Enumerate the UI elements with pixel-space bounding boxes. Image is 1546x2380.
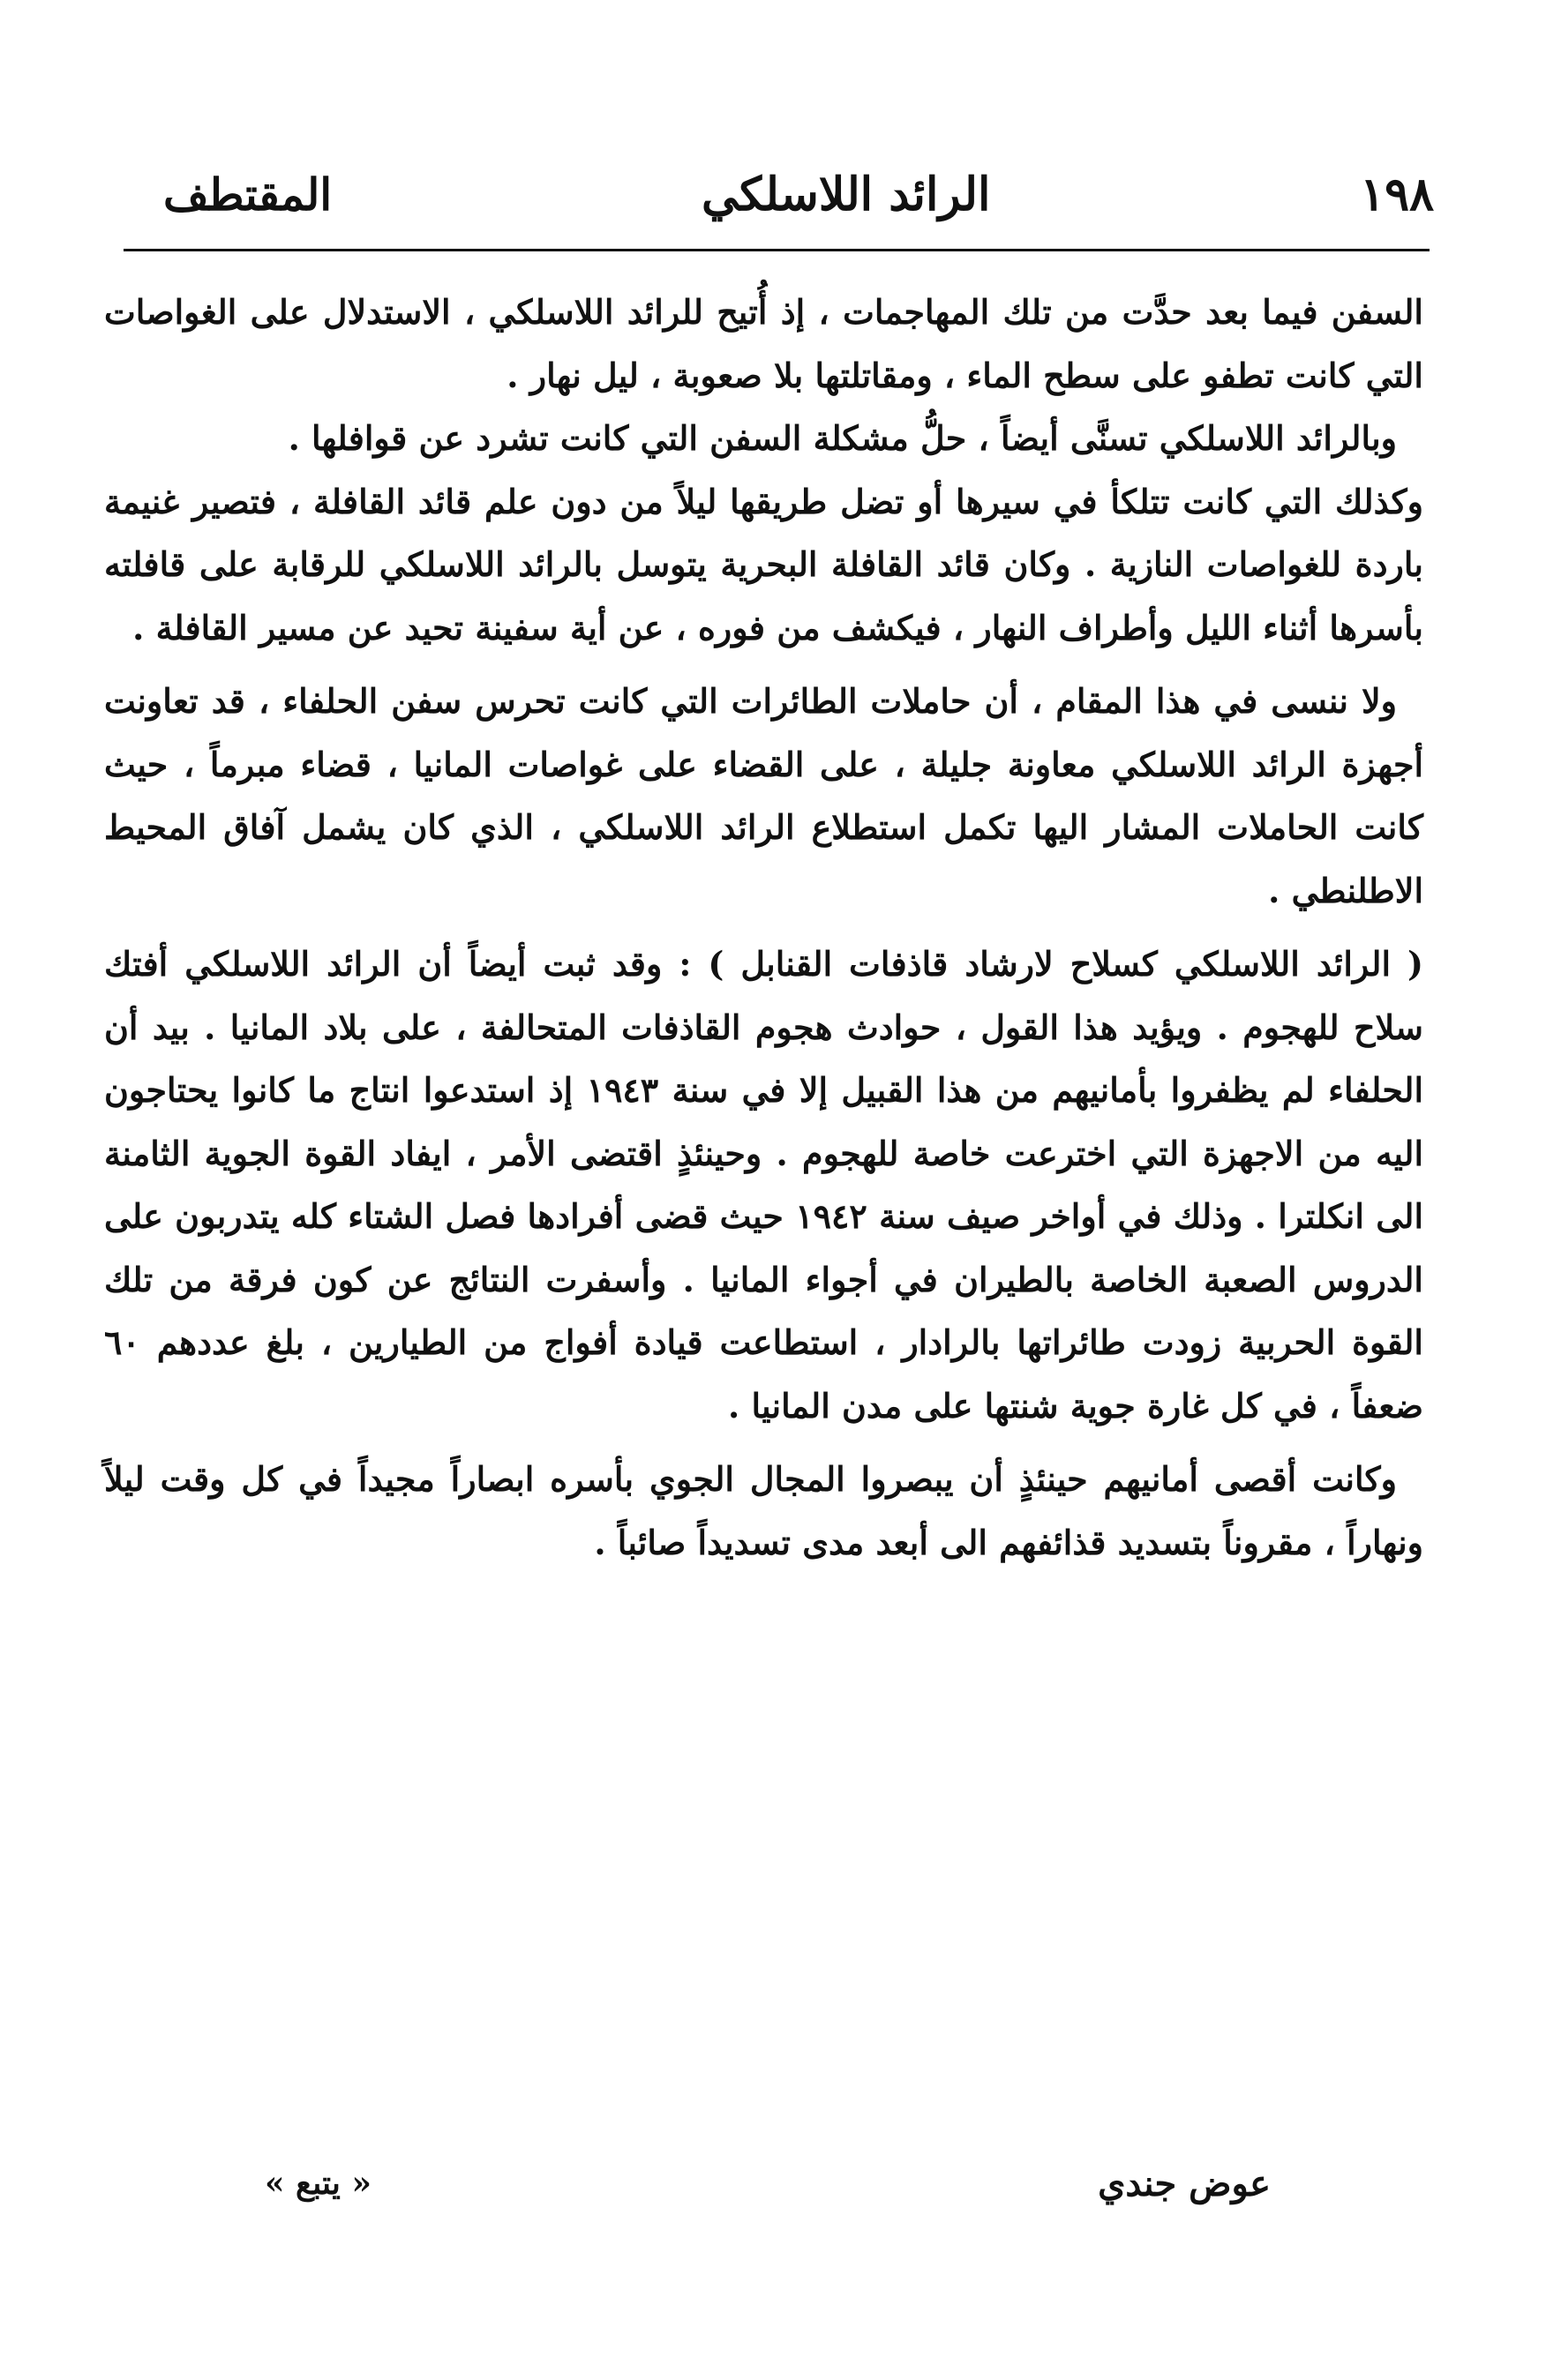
continued-marker: « يتبع »: [265, 2165, 371, 2202]
paragraph: وبالرائد اللاسلكي تسنَّى أيضاً ، حلُّ مشكلة السفن التي كانت تشرد عن قوافلها .: [288, 418, 1397, 458]
header-divider: [124, 249, 1430, 251]
author-name: عوض جندي: [1098, 2162, 1271, 2204]
paragraph: وكانت أقصى أمانيهم حينئذٍ أن يبصروا المجال الجوي بأسره ابصاراً مجيداً في كل وقت ليلاً ونهاراً ، مقروناً بتسديد قذائفهم الى أبعد مدى تسديداً صائباً .: [104, 1459, 1423, 1562]
article-footer: [265, 2152, 1271, 2214]
paragraph: ولا ننسى في هذا المقام ، أن حاملات الطائرات التي كانت تحرس سفن الحلفاء ، قد تعاونت أجهزة الرائد اللاسلكي معاونة جليلة ، على القضاء على غواصات المانيا ، قضاء مبرماً ، حيث كانت الحاملات المشار اليها تكمل استطلاع الرائد اللاسلكي ، الذي كان يشمل آفاق المحيط الاطلنطي .: [104, 681, 1423, 910]
paragraph: وكذلك التي كانت تتلكأ في سيرها أو تضل طريقها ليلاً من دون علم قائد القافلة ، فتصير غنيمة باردة للغواصات النازية . وكان قائد القافلة البحرية يتوسل بالرائد اللاسلكي للرقابة على قافلته بأسرها أثناء الليل وأطراف النهار ، فيكشف من فوره ، عن أية سفينة تحيد عن مسير القافلة .: [104, 481, 1423, 647]
journal-name: المقتطف: [163, 168, 333, 221]
running-title: الرائد اللاسلكي: [701, 167, 991, 221]
page-header: [163, 154, 1434, 234]
paragraph: السفن فيما بعد حدَّت من تلك المهاجمات ، إذ أُتيح للرائد اللاسلكي ، الاستدلال على الغواصات التي كانت تطفو على سطح الماء ، ومقاتلتها بلا صعوبة ، ليل نهار .: [104, 292, 1423, 395]
article-body: [104, 281, 1423, 1574]
page-number: ١٩٨: [1360, 167, 1434, 221]
paragraph: ( الرائد اللاسلكي كسلاح لارشاد قاذفات القنابل ) : وقد ثبت أيضاً أن الرائد اللاسلكي أفتك سلاح للهجوم . ويؤيد هذا القول ، حوادث هجوم القاذفات المتحالفة ، على بلاد المانيا . بيد أن الحلفاء لم يظفروا بأمانيهم من هذا القبيل إلا في سنة ١٩٤٣ إذ استدعوا انتاج ما كانوا يحتاجون اليه من الاجهزة التي اخترعت خاصة للهجوم . وحينئذٍ اقتضى الأمر ، ايفاد القوة الجوية الثامنة الى انكلترا . وذلك في أواخر صيف سنة ١٩٤٢ حيث قضى أفرادها فصل الشتاء كله يتدربون على الدروس الصعبة الخاصة بالطيران في أجواء المانيا . وأسفرت النتائج عن كون فرقة من تلك القوة الحربية زودت طائراتها بالرادار ، استطاعت قيادة أفواج من الطيارين ، بلغ عددهم ٦٠ ضعفاً ، في كل غارة جوية شنتها على مدن المانيا .: [104, 944, 1424, 1426]
